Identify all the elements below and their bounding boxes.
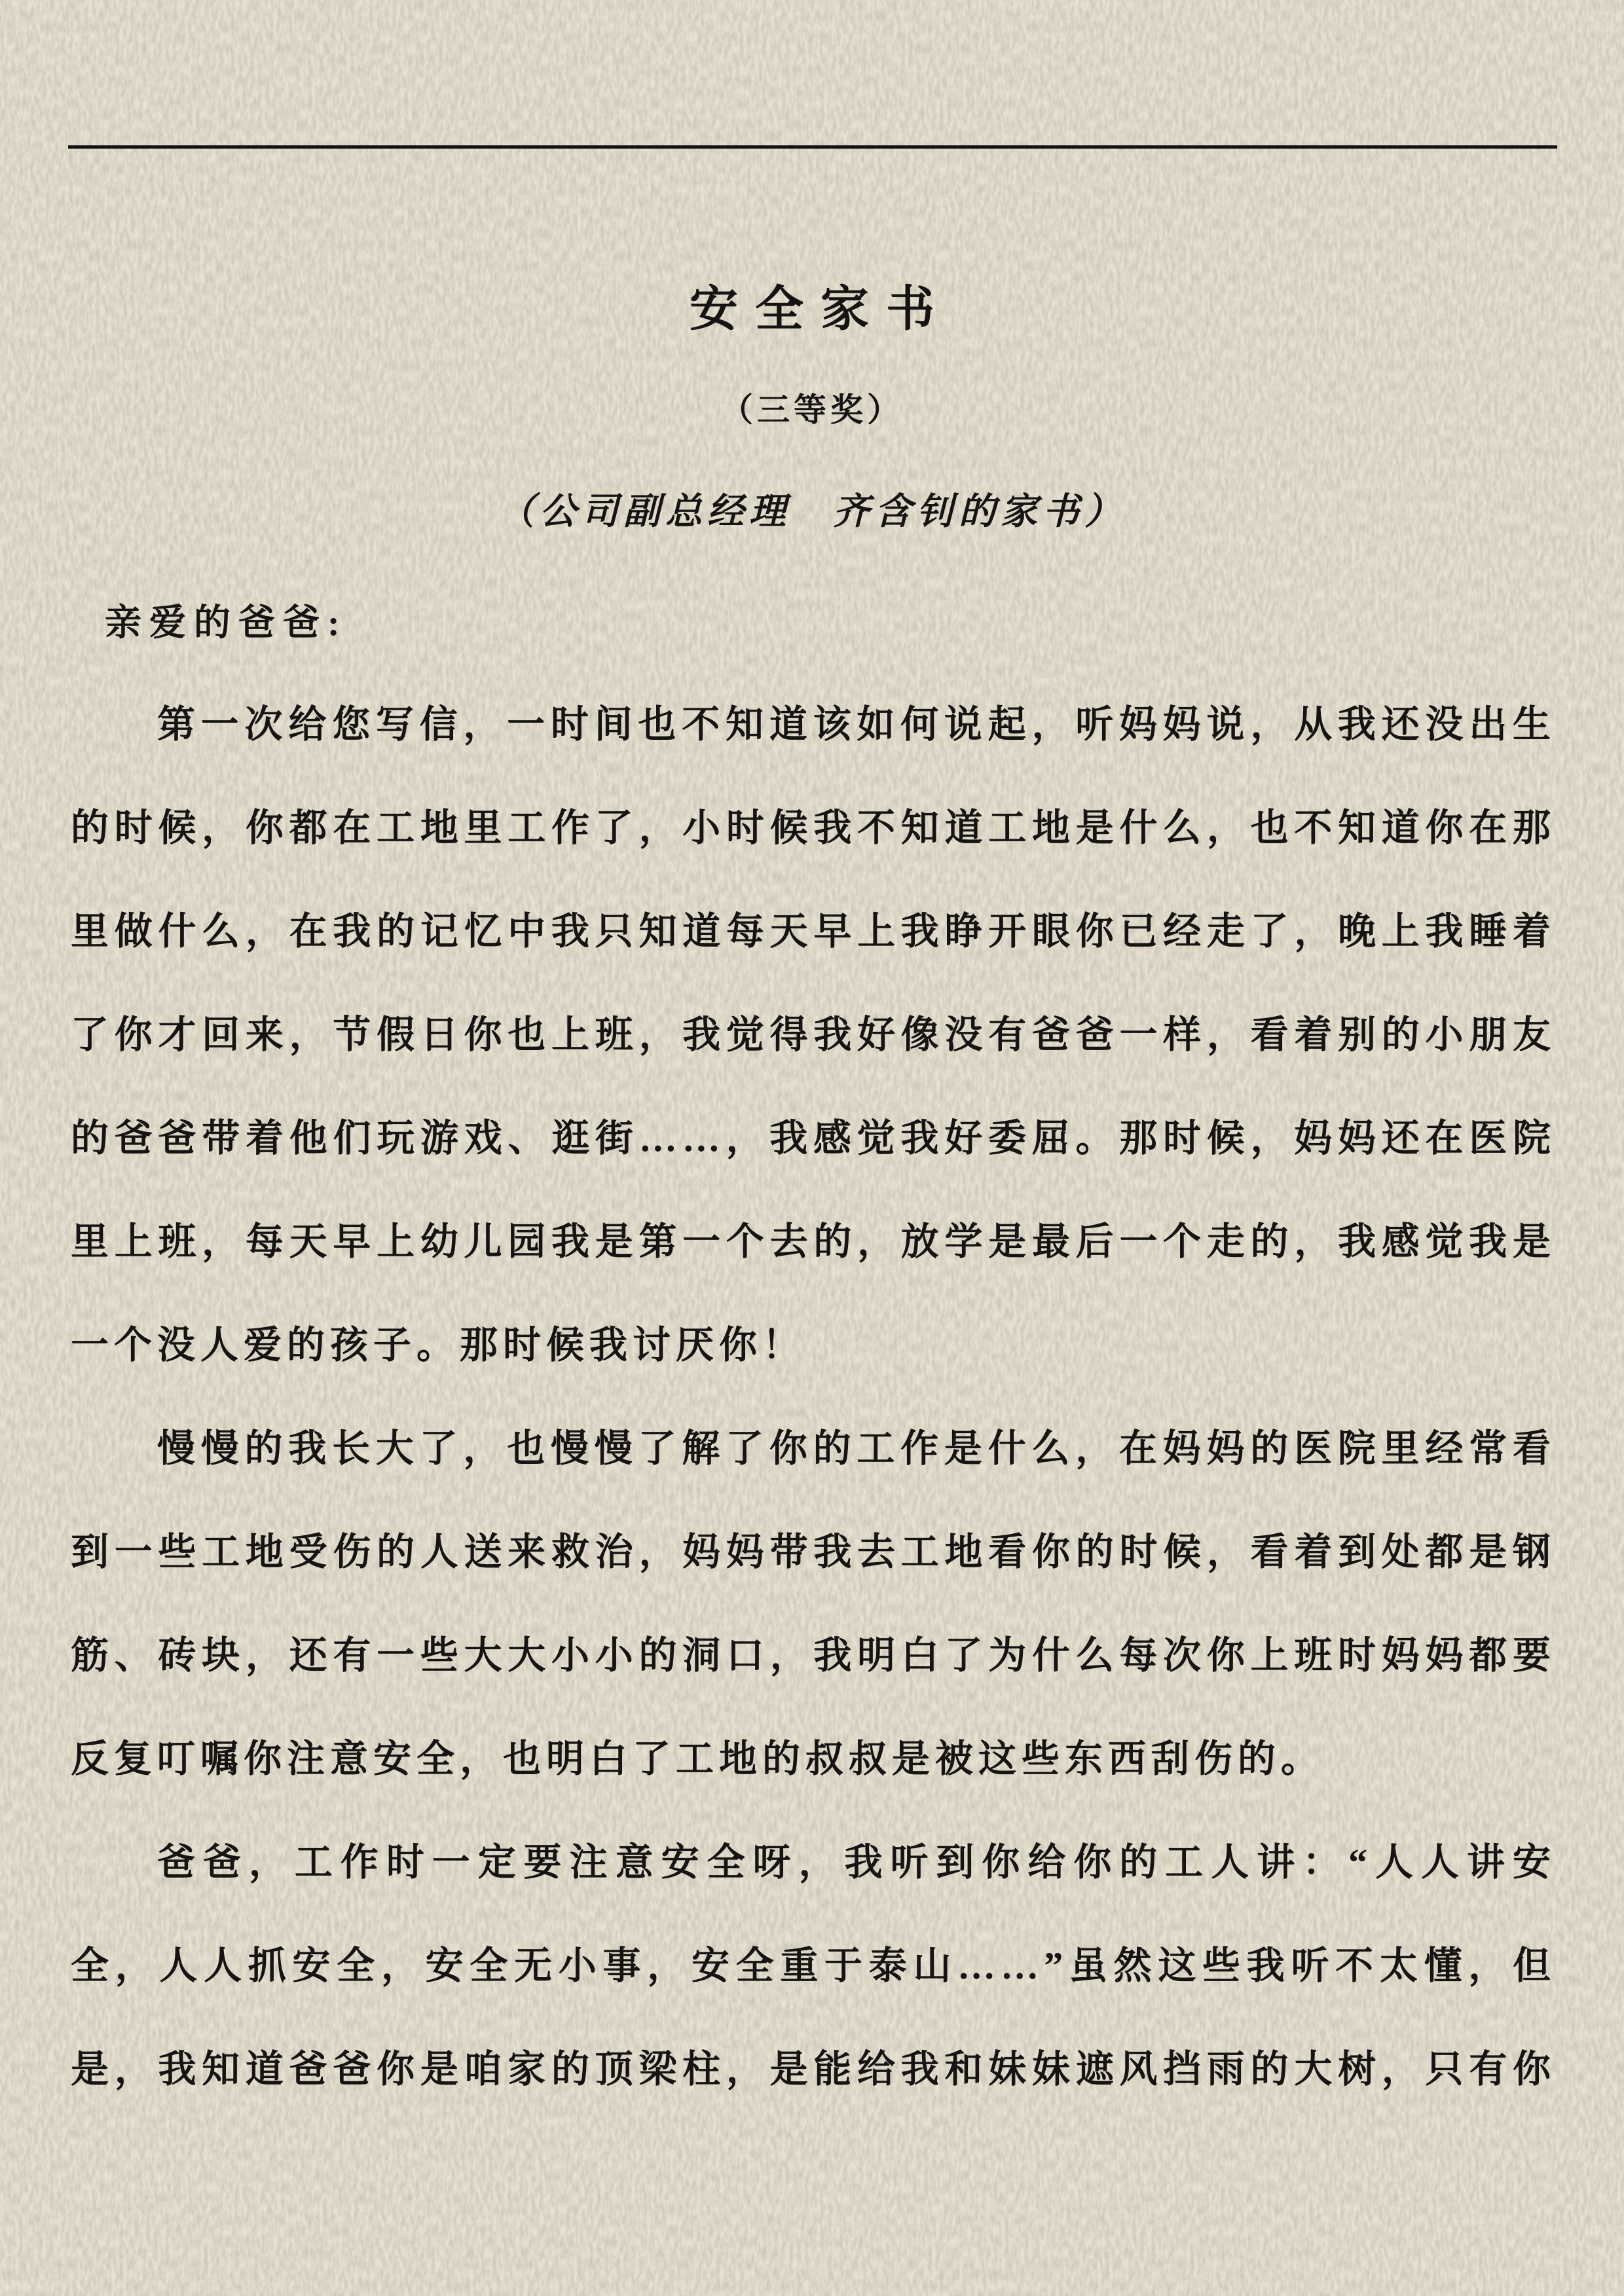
body-line: 的爸爸带着他们玩游戏、逛街……，我感觉我好委屈。那时候，妈妈还在医院 <box>71 1117 1556 1159</box>
letter-body <box>71 673 1556 2121</box>
body-line: 慢慢的我长大了，也慢慢了解了你的工作是什么，在妈妈的医院里经常看 <box>157 1427 1556 1470</box>
body-line: 筋、砖块，还有一些大大小小的洞口，我明白了为什么每次你上班时妈妈都要 <box>71 1634 1556 1677</box>
body-line: 里做什么，在我的记忆中我只知道每天早上我睁开眼你已经走了，晚上我睡着 <box>71 910 1556 953</box>
salutation: 亲爱的爸爸: <box>105 603 348 644</box>
byline: （公司副总经理 齐含钊的家书） <box>498 492 1126 532</box>
page-title: 安全家书 <box>690 283 951 337</box>
body-line: 第一次给您写信，一时间也不知道该如何说起，听妈妈说，从我还没出生 <box>157 703 1556 746</box>
body-line: 爸爸，工作时一定要注意安全呀，我听到你给你的工人讲：“人人讲安 <box>157 1841 1556 1884</box>
body-line: 是，我知道爸爸你是咱家的顶梁柱，是能给我和妹妹遮风挡雨的大树，只有你 <box>71 2048 1556 2090</box>
body-line: 一个没人爱的孩子。那时候我讨厌你！ <box>71 1324 806 1366</box>
body-line: 里上班，每天早上幼儿园我是第一个去的，放学是最后一个走的，我感觉我是 <box>71 1220 1556 1263</box>
body-line: 到一些工地受伤的人送来救治，妈妈带我去工地看你的时候，看着到处都是钢 <box>71 1531 1556 1573</box>
body-line: 反复叮嘱你注意安全，也明白了工地的叔叔是被这些东西刮伤的。 <box>71 1738 1325 1780</box>
award-line: （三等奖） <box>720 392 904 428</box>
body-line: 全，人人抓安全，安全无小事，安全重于泰山……”虽然这些我听不太懂，但 <box>71 1944 1556 1987</box>
body-line: 的时候，你都在工地里工作了，小时候我不知道工地是什么，也不知道你在那 <box>71 807 1556 849</box>
body-line: 了你才回来，节假日你也上班，我觉得我好像没有爸爸一样，看着别的小朋友 <box>71 1013 1556 1056</box>
header-rule <box>68 145 1557 149</box>
